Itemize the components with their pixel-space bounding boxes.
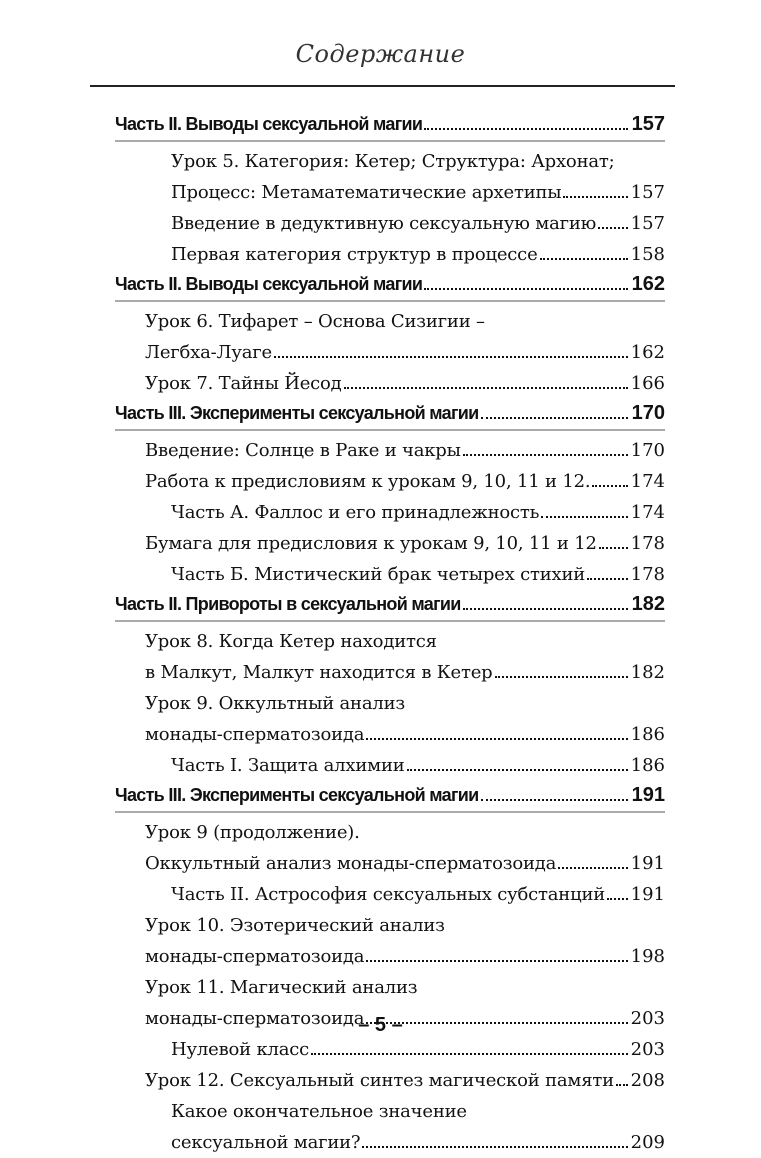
part-underline	[115, 620, 665, 622]
toc-part-title: Часть II. Выводы сексуальной магии	[115, 274, 423, 294]
toc-entry[interactable]	[115, 497, 665, 528]
toc-entry[interactable]	[115, 177, 665, 208]
dot-leader	[540, 258, 628, 260]
toc-entry[interactable]	[115, 146, 665, 177]
toc-page-number: 178	[630, 564, 665, 585]
toc-part-title: Часть II. Выводы сексуальной магии	[115, 114, 423, 134]
toc-entry-title: Процесс: Метаматематические архетипы	[171, 182, 562, 203]
toc-entry[interactable]	[115, 657, 665, 688]
toc-entry[interactable]	[115, 817, 665, 848]
toc-page-number: 209	[630, 1132, 665, 1153]
dot-leader	[481, 417, 628, 419]
toc-page-number: 157	[630, 182, 665, 203]
toc-entry[interactable]	[115, 466, 665, 497]
toc-entry[interactable]	[115, 1127, 665, 1158]
toc-entry-title: в Малкут, Малкут находится в Кетер	[145, 662, 493, 683]
dot-leader	[463, 608, 628, 610]
toc-entry[interactable]	[115, 972, 665, 1003]
toc-entry-title: сексуальной магии?	[171, 1132, 361, 1153]
toc-page-number: 182	[630, 662, 665, 683]
toc-entry[interactable]	[115, 559, 665, 590]
toc-entry-title: Урок 9 (продолжение).	[145, 822, 360, 843]
toc-part-heading[interactable]	[115, 110, 665, 142]
toc-entry[interactable]	[115, 910, 665, 941]
toc-entry-title: Урок 10. Эзотерический анализ	[145, 915, 445, 936]
part-underline	[115, 811, 665, 813]
toc-entry-title: Работа к предисловиям к урокам 9, 10, 11 и 12.	[145, 471, 591, 492]
toc-entry[interactable]	[115, 941, 665, 972]
toc-entry[interactable]	[115, 239, 665, 270]
toc-page-number: 203	[630, 1008, 665, 1029]
toc-entry[interactable]	[115, 337, 665, 368]
toc-entry-title: Нулевой класс	[171, 1039, 310, 1060]
toc-entry-title: Урок 11. Магический анализ	[145, 977, 418, 998]
toc-entry[interactable]	[115, 528, 665, 559]
toc-page-number: 158	[630, 244, 665, 265]
header-rule	[90, 85, 675, 87]
toc-entry-title: монады-сперматозоида	[145, 724, 365, 745]
dot-leader	[587, 578, 628, 580]
toc-entry-title: монады-сперматозоида	[145, 1008, 365, 1029]
dot-leader	[366, 738, 627, 740]
toc-entry[interactable]	[115, 688, 665, 719]
dot-leader	[495, 676, 628, 678]
toc-entry-title: Урок 12. Сексуальный синтез магической памяти	[145, 1070, 614, 1091]
toc-entry-title: Часть А. Фаллос и его принадлежность	[171, 502, 540, 523]
dot-leader	[424, 288, 627, 290]
toc-page-number: 166	[630, 373, 665, 394]
toc-page-number: 178	[630, 533, 665, 554]
dot-leader	[541, 516, 627, 518]
toc-part-heading[interactable]	[115, 399, 665, 431]
toc-part-heading[interactable]	[115, 781, 665, 813]
dot-leader	[563, 196, 627, 198]
toc-entry[interactable]	[115, 1065, 665, 1096]
toc-entry[interactable]	[115, 435, 665, 466]
toc-entry-title: Часть Б. Мистический брак четырех стихий	[171, 564, 586, 585]
toc-entry[interactable]	[115, 848, 665, 879]
dot-leader	[407, 769, 628, 771]
toc-entry[interactable]	[115, 879, 665, 910]
toc-page-number: 182	[631, 593, 665, 615]
toc-page-number: 157	[630, 213, 665, 234]
dot-leader	[424, 128, 627, 130]
dot-leader	[481, 799, 628, 801]
dot-leader	[616, 1084, 628, 1086]
toc-entry-title: Урок 9. Оккультный анализ	[145, 693, 406, 714]
toc-entry[interactable]	[115, 368, 665, 399]
toc-entry[interactable]	[115, 306, 665, 337]
toc-page-number: 186	[630, 755, 665, 776]
part-underline	[115, 300, 665, 302]
toc-page-number: 203	[630, 1039, 665, 1060]
toc-entry[interactable]	[115, 1034, 665, 1065]
toc-entry-title: Урок 7. Тайны Йесод	[145, 373, 342, 394]
dot-leader	[366, 960, 627, 962]
dot-leader	[599, 547, 628, 549]
toc-entry-title: Урок 5. Категория: Кетер; Структура: Архонат;	[171, 151, 615, 172]
dot-leader	[607, 898, 628, 900]
page-number: – 5 –	[358, 1014, 403, 1036]
toc-part-title: Часть III. Эксперименты сексуальной магии	[115, 785, 479, 805]
dot-leader	[311, 1053, 628, 1055]
toc-entry[interactable]	[115, 750, 665, 781]
toc-page-number: 170	[631, 402, 665, 424]
part-underline	[115, 140, 665, 142]
toc-entry-title: Какое окончательное значение	[171, 1101, 467, 1122]
dot-leader	[558, 867, 627, 869]
dot-leader	[344, 387, 628, 389]
toc-part-heading[interactable]	[115, 590, 665, 622]
toc-page-number: 157	[631, 113, 665, 135]
toc-part-title: Часть III. Эксперименты сексуальной магии	[115, 403, 479, 423]
toc-page-number: 191	[630, 884, 665, 905]
toc-entry[interactable]	[115, 208, 665, 239]
part-underline	[115, 429, 665, 431]
toc-entry-title: Урок 8. Когда Кетер находится	[145, 631, 437, 652]
toc-page-number: 174	[630, 502, 665, 523]
dot-leader	[463, 454, 628, 456]
toc-page-number: 198	[630, 946, 665, 967]
toc-page-number: 186	[630, 724, 665, 745]
dot-leader	[274, 356, 628, 358]
toc-page-number: 208	[630, 1070, 665, 1091]
dot-leader	[598, 227, 628, 229]
toc-entry[interactable]	[115, 1096, 665, 1127]
toc-page-number: 174	[630, 471, 665, 492]
toc-entry-title: Оккультный анализ монады-сперматозоида	[145, 853, 557, 874]
toc-page-number: 162	[630, 342, 665, 363]
dot-leader	[592, 485, 627, 487]
toc-entry-title: монады-сперматозоида	[145, 946, 365, 967]
toc-page-number: 170	[630, 440, 665, 461]
toc-entry[interactable]	[115, 626, 665, 657]
toc-entry-title: Бумага для предисловия к урокам 9, 10, 11 и 12	[145, 533, 597, 554]
toc-entry-title: Введение в дедуктивную сексуальную магию	[171, 213, 597, 234]
toc-part-heading[interactable]	[115, 270, 665, 302]
table-of-contents	[115, 110, 665, 1158]
toc-page-number: 191	[630, 853, 665, 874]
toc-entry[interactable]	[115, 719, 665, 750]
toc-page-number: 162	[631, 273, 665, 295]
toc-entry-title: Урок 6. Тифарет – Основа Сизигии –	[145, 311, 485, 332]
toc-entry-title: Часть I. Защита алхимии	[171, 755, 405, 776]
toc-entry-title: Введение: Солнце в Раке и чакры	[145, 440, 461, 461]
toc-entry-title: Первая категория структур в процессе	[171, 244, 538, 265]
dot-leader	[362, 1146, 627, 1148]
toc-part-title: Часть II. Привороты в сексуальной магии	[115, 594, 461, 614]
toc-page-number: 191	[631, 784, 665, 806]
toc-entry-title: Легбха-Луаге	[145, 342, 272, 363]
running-header: Содержание	[295, 40, 466, 68]
toc-entry-title: Часть II. Астрософия сексуальных субстанций	[171, 884, 606, 905]
